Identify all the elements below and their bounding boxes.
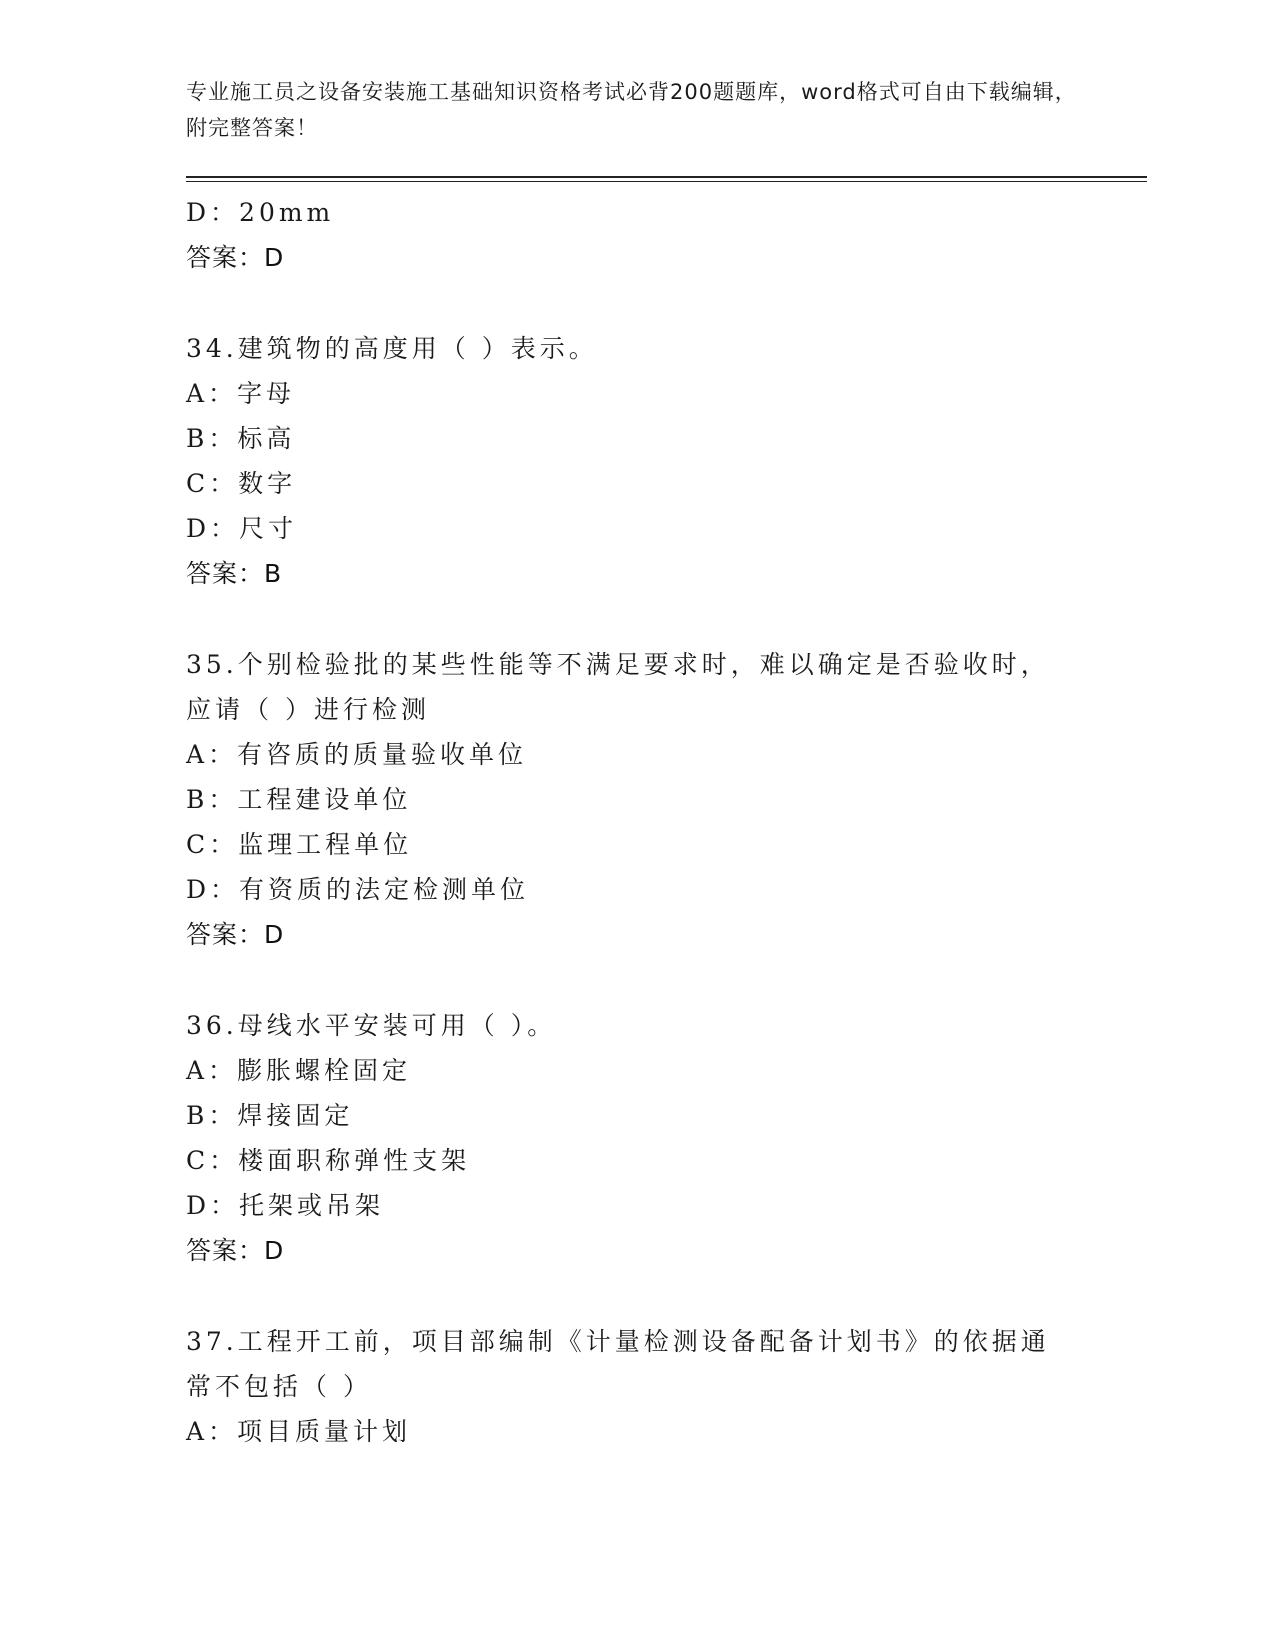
spacer bbox=[186, 957, 1086, 1003]
option-a: A：字母 bbox=[186, 379, 296, 408]
previous-question-tail bbox=[186, 190, 1086, 280]
answer-label: 答案：D bbox=[186, 243, 285, 272]
option-a: A：项目质量计划 bbox=[186, 1417, 412, 1446]
question-stem: 37.工程开工前，项目部编制《计量检测设备配备计划书》的依据通常不包括（ ） bbox=[186, 1327, 1050, 1401]
option-d: D：20mm bbox=[186, 198, 335, 227]
header-divider-thin bbox=[186, 181, 1147, 182]
question-36 bbox=[186, 1003, 1086, 1273]
option-b: B：工程建设单位 bbox=[186, 785, 412, 814]
spacer bbox=[186, 1273, 1086, 1319]
spacer bbox=[186, 280, 1086, 326]
option-b: B：标高 bbox=[186, 424, 296, 453]
question-35 bbox=[186, 642, 1086, 957]
spacer bbox=[186, 596, 1086, 642]
option-a: A：膨胀螺栓固定 bbox=[186, 1056, 412, 1085]
answer-label: 答案：B bbox=[186, 559, 283, 588]
option-a: A：有咨质的质量验收单位 bbox=[186, 740, 528, 769]
answer-label: 答案：D bbox=[186, 920, 285, 949]
option-c: C：监理工程单位 bbox=[186, 830, 413, 859]
option-d: D：托架或吊架 bbox=[186, 1191, 385, 1220]
option-c: C：数字 bbox=[186, 469, 297, 498]
document-header-title: 专业施工员之设备安装施工基础知识资格考试必背200题题库，word格式可自由下载编辑，附完整答案！ bbox=[186, 80, 1077, 140]
question-34 bbox=[186, 326, 1086, 596]
option-d: D：尺寸 bbox=[186, 514, 298, 543]
question-stem: 34.建筑物的高度用（ ）表示。 bbox=[186, 334, 598, 363]
question-stem: 35.个别检验批的某些性能等不满足要求时，难以确定是否验收时，应请（ ）进行检测 bbox=[186, 650, 1050, 724]
question-stem: 36.母线水平安装可用（ ）。 bbox=[186, 1011, 557, 1040]
header-divider-thick bbox=[186, 176, 1147, 178]
question-37 bbox=[186, 1319, 1086, 1454]
option-c: C：楼面职称弹性支架 bbox=[186, 1146, 471, 1175]
question-list bbox=[186, 190, 1086, 1454]
option-b: B：焊接固定 bbox=[186, 1101, 354, 1130]
answer-label: 答案：D bbox=[186, 1236, 285, 1265]
option-d: D：有资质的法定检测单位 bbox=[186, 875, 530, 904]
